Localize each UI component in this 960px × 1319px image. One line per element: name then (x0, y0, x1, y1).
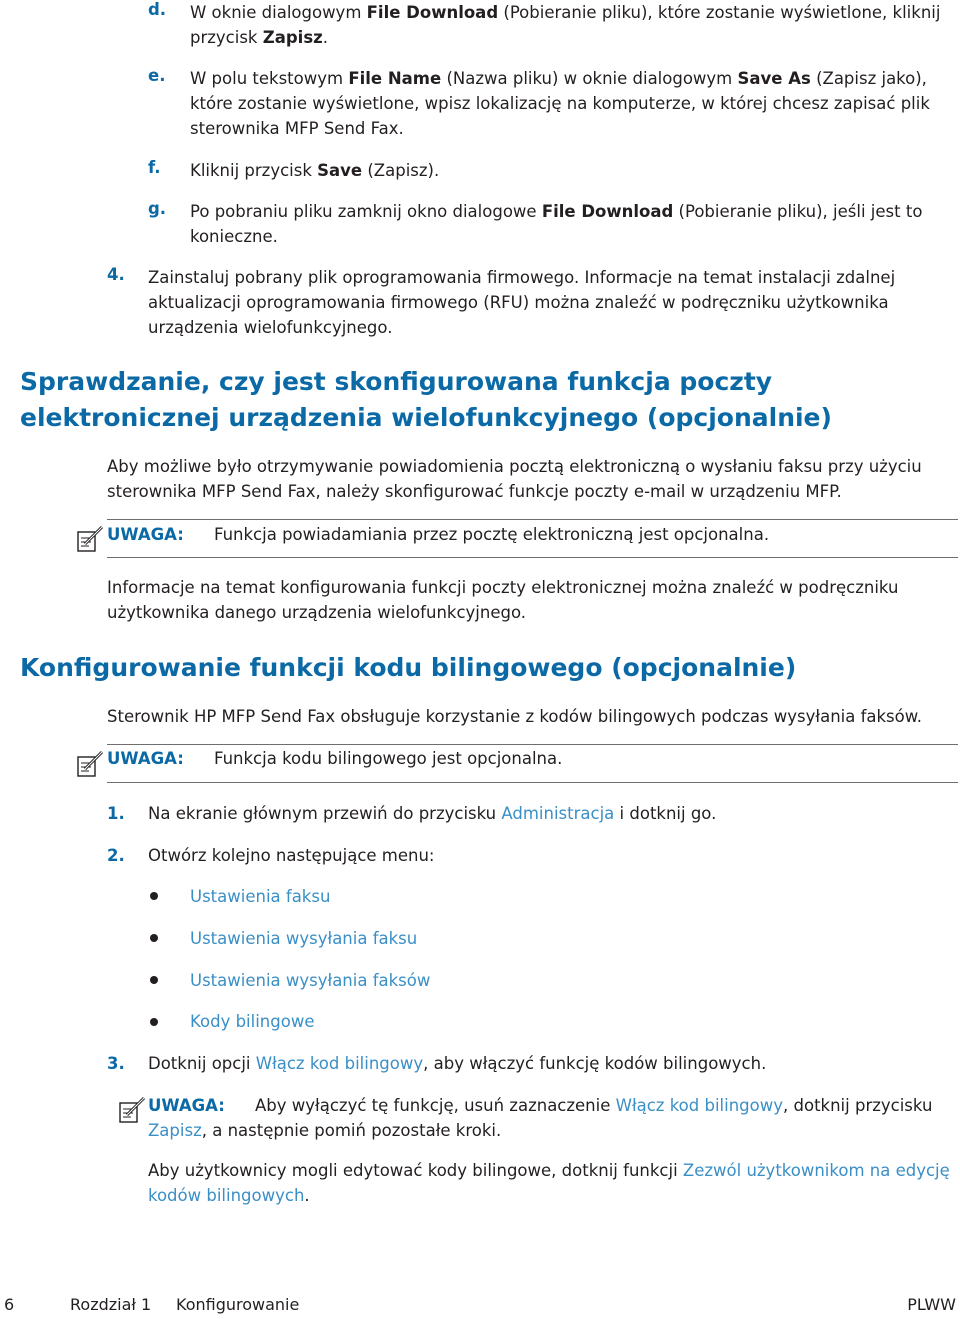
document-code: PLWW (907, 1295, 956, 1314)
note-pencil-icon (75, 524, 105, 554)
email-info-paragraph: Informacje na temat konfigurowania funkcji poczty elektronicznej można znaleźć w podręczniku użytkownika danego urządzenia wielofunkcyjnego. (107, 578, 899, 622)
step-label-3: 3. (107, 1054, 125, 1073)
text: (Pobieranie pliku), które zostanie wyświetlone, kliknij przycisk (190, 3, 941, 47)
text: Po pobraniu pliku zamknij okno dialogowe (190, 202, 542, 221)
ui-term: File Download (366, 3, 499, 22)
substep-label-f: f. (148, 158, 161, 177)
text: , aby włączyć funkcję kodów bilingowych. (423, 1054, 767, 1073)
ui-term: File Download (541, 202, 674, 221)
text: . (322, 28, 328, 47)
text: , a następnie pomiń pozostałe kroki. (201, 1121, 502, 1140)
note-rule-top (107, 519, 958, 520)
ui-term: File Name (348, 69, 442, 88)
step-2-text: Otwórz kolejno następujące menu: (148, 846, 435, 865)
menu-item-ustawienia-faksu[interactable]: Ustawienia faksu (190, 887, 331, 906)
link-wlacz-kod-bilingowy[interactable]: Włącz kod bilingowy (255, 1054, 424, 1073)
note-rule-bottom (107, 557, 958, 558)
step-label-2: 2. (107, 846, 125, 865)
step-3-text (148, 1051, 948, 1076)
ui-term: Zapisz (262, 28, 323, 47)
page-number: 6 (4, 1295, 15, 1314)
note-label: UWAGA: (107, 525, 184, 544)
text: (Zapisz). (362, 161, 440, 180)
note-rule-bottom (107, 782, 958, 783)
text: Kliknij przycisk (190, 161, 318, 180)
ui-term: Save (317, 161, 363, 180)
note-text (148, 1093, 958, 1143)
link-administracja[interactable]: Administracja (501, 804, 615, 823)
chapter-title: Konfigurowanie (176, 1295, 300, 1314)
text: i dotknij go. (614, 804, 717, 823)
billing-paragraph: Sterownik HP MFP Send Fax obsługuje korzystanie z kodów bilingowych podczas wysyłania faksów. (107, 707, 922, 726)
email-paragraph: Aby możliwe było otrzymywanie powiadomienia pocztą elektroniczną o wysłaniu faksu przy użyciu sterownika MFP Send Fax, należy skonfigurować funkcje poczty e-mail w urządzeniu MFP. (107, 457, 922, 501)
text: Na ekranie głównym przewiń do przycisku (148, 804, 502, 823)
note-text: Funkcja powiadamiania przez pocztę elektroniczną jest opcjonalna. (214, 525, 770, 544)
text: Aby użytkownicy mogli edytować kody bilingowe, dotknij funkcji (148, 1161, 683, 1180)
bullet (150, 1018, 158, 1026)
note-text: Funkcja kodu bilingowego jest opcjonalna. (214, 749, 563, 768)
step-4-text: Zainstaluj pobrany plik oprogramowania firmowego. Informacje na temat instalacji zdalnej aktualizacji oprogramowania firmowego (RFU) można znaleźć w podręczniku użytkownika urządzenia wielofunkcyjnego. (148, 268, 896, 337)
text: , dotknij przycisku (783, 1096, 933, 1115)
substep-e-text (190, 66, 960, 141)
bullet (150, 976, 158, 984)
link-zapisz[interactable]: Zapisz (148, 1121, 202, 1140)
substep-g-text (190, 199, 960, 249)
substep-label-e: e. (148, 66, 166, 85)
note-pencil-icon (75, 749, 105, 779)
menu-item-kody-bilingowe[interactable]: Kody bilingowe (190, 1012, 315, 1031)
text: . (304, 1186, 310, 1205)
step-1-text (148, 801, 948, 826)
note-rule-top (107, 744, 958, 745)
ui-term: Save As (737, 69, 811, 88)
step-label-4: 4. (107, 265, 125, 284)
billing-edit-paragraph (148, 1158, 960, 1208)
note-pencil-icon (117, 1095, 147, 1125)
chapter-label: Rozdział 1 (70, 1295, 152, 1314)
text: (Pobieranie pliku), jeśli jest to konieczne. (190, 202, 923, 246)
substep-d-text (190, 0, 960, 50)
menu-item-ustawienia-wysylania-faksu[interactable]: Ustawienia wysyłania faksu (190, 929, 418, 948)
substep-f-text (190, 158, 960, 183)
note-label: UWAGA: (148, 1096, 225, 1115)
link-zezwol-uzytkownikom[interactable]: Zezwól użytkownikom na edycję kodów bilingowych (148, 1161, 950, 1205)
text: Aby wyłączyć tę funkcję, usuń zaznaczenie (255, 1096, 616, 1115)
substep-label-g: g. (148, 199, 167, 218)
text: W oknie dialogowym (190, 3, 367, 22)
step-label-1: 1. (107, 804, 125, 823)
text: (Nazwa pliku) w oknie dialogowym (441, 69, 738, 88)
section-heading-email: Sprawdzanie, czy jest skonfigurowana funkcja poczty elektronicznej urządzenia wielofunkcyjnego (opcjonalnie) (20, 367, 832, 432)
text: Dotknij opcji (148, 1054, 256, 1073)
note-label: UWAGA: (107, 749, 184, 768)
bullet (150, 934, 158, 942)
menu-item-ustawienia-wysylania-faksow[interactable]: Ustawienia wysyłania faksów (190, 971, 431, 990)
bullet (150, 892, 158, 900)
link-wlacz-kod-bilingowy[interactable]: Włącz kod bilingowy (615, 1096, 784, 1115)
section-heading-billing: Konfigurowanie funkcji kodu bilingowego (opcjonalnie) (20, 653, 797, 682)
text: W polu tekstowym (190, 69, 349, 88)
text: (Zapisz jako), które zostanie wyświetlone, wpisz lokalizację na komputerze, w której chcesz zapisać plik sterownika MFP Send Fax. (190, 69, 930, 138)
substep-label-d: d. (148, 0, 167, 19)
